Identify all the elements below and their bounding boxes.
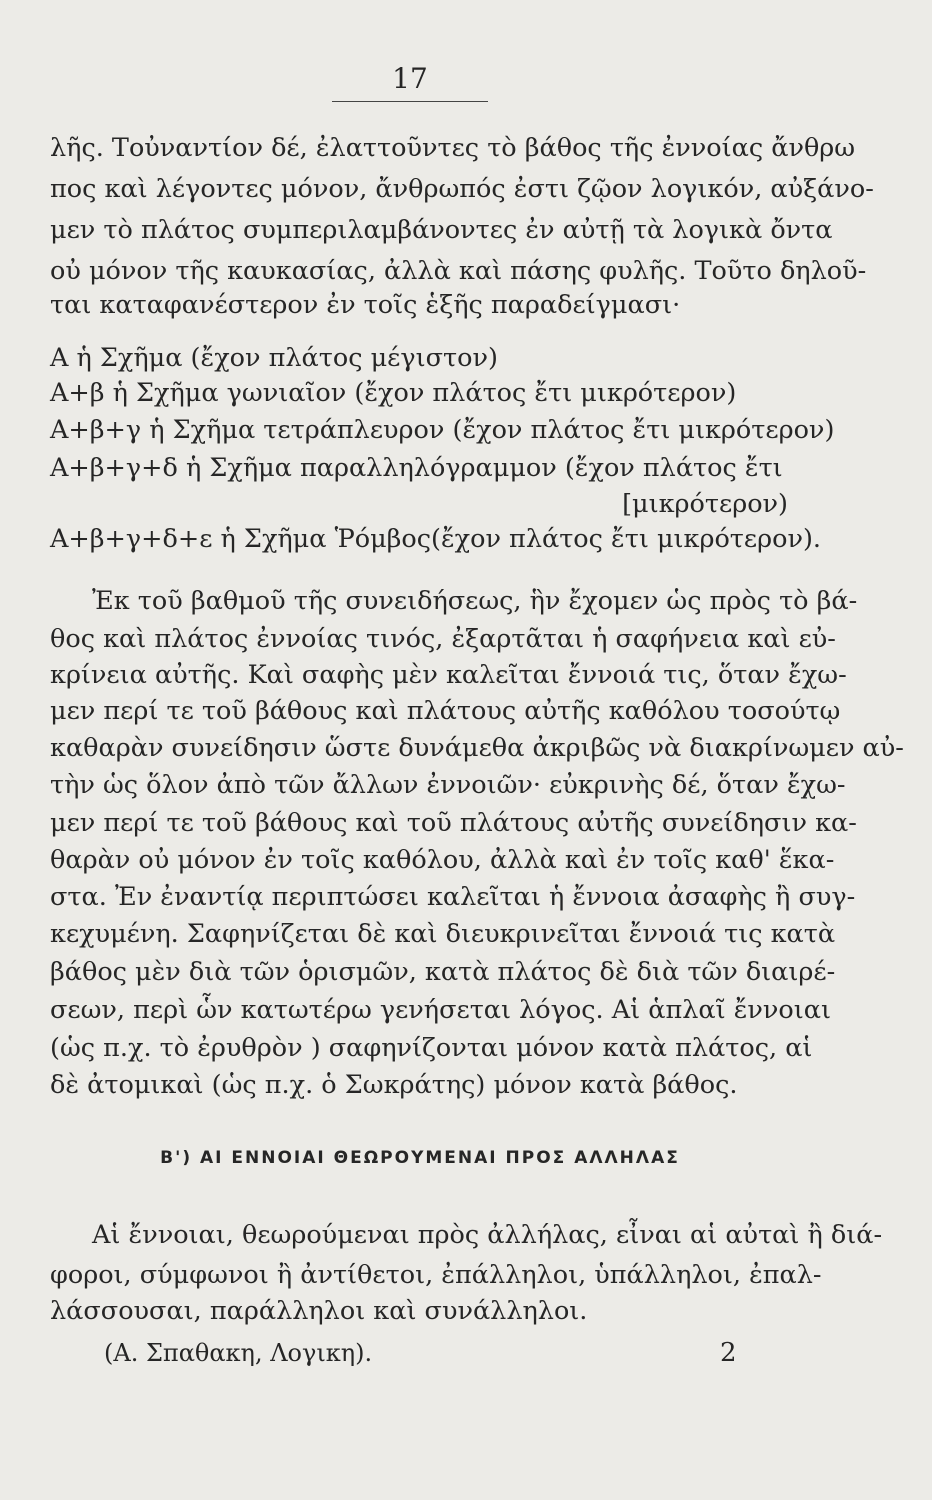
page-number: 17 [392, 62, 428, 95]
text-line: μεν περί τε τοῦ βάθους καὶ πλάτους αὐτῆς καθόλου τοσούτῳ [50, 696, 841, 726]
text-line: κρίνεια αὐτῆς. Καὶ σαφὴς μὲν καλεῖται ἔννοιά τις, ὅταν ἔχω- [50, 660, 847, 690]
text-line: φοροι, σύμφωνοι ἢ ἀντίθετοι, ἐπάλληλοι, ὑπάλληλοι, ἐπαλ- [50, 1260, 822, 1290]
header-rule [332, 101, 488, 102]
text-line: δὲ ἀτομικαὶ (ὡς π.χ. ὁ Σωκράτης) μόνον κατὰ βάθος. [50, 1070, 738, 1100]
text-line: Ἐκ τοῦ βαθμοῦ τῆς συνειδήσεως, ἣν ἔχομεν ὡς πρὸς τὸ βά- [92, 586, 858, 616]
signature-mark: 2 [720, 1338, 737, 1368]
text-line: λῆς. Τοὐναντίον δέ, ἐλαττοῦντες τὸ βάθος τῆς ἐννοίας ἄνθρω [50, 133, 856, 163]
text-line: στα. Ἐν ἐναντίᾳ περιπτώσει καλεῖται ἡ ἔννοια ἀσαφὴς ἢ συγ- [50, 882, 856, 912]
text-line: βάθος μὲν διὰ τῶν ὁρισμῶν, κατὰ πλάτος δὲ διὰ τῶν διαιρέ- [50, 957, 836, 987]
text-line: μεν περί τε τοῦ βάθους καὶ τοῦ πλάτους αὐτῆς συνείδησιν κα- [50, 808, 857, 838]
text-line: θος καὶ πλάτος ἐννοίας τινός, ἐξαρτᾶται ἡ σαφήνεια καὶ εὐ- [50, 624, 836, 654]
text-line: μεν τὸ πλάτος συμπεριλαμβάνοντες ἐν αὐτῇ τὰ λογικὰ ὄντα [50, 215, 833, 245]
text-line: τὴν ὡς ὅλον ἀπὸ τῶν ἄλλων ἐννοιῶν· εὐκρινὴς δέ, ὅταν ἔχω- [50, 770, 846, 800]
list-item: Α+β+γ ἡ Σχῆμα τετράπλευρον (ἔχον πλάτος ἔτι μικρότερον) [50, 415, 835, 445]
text-line: πος καὶ λέγοντες μόνον, ἄνθρωπός ἐστι ζῷον λογικόν, αὐξάνο- [50, 174, 874, 204]
text-line: λάσσουσαι, παράλληλοι καὶ συνάλληλοι. [50, 1296, 588, 1326]
list-item: Α+β+γ+δ+ε ἡ Σχῆμα Ῥόμβος(ἔχον πλάτος ἔτι μικρότερον). [50, 524, 822, 554]
source-line: (Α. Σπαθακη, Λογικη). [104, 1339, 373, 1367]
text-line: (ὡς π.χ. τὸ ἐρυθρὸν ) σαφηνίζονται μόνον κατὰ πλάτος, αἱ [50, 1033, 813, 1063]
list-item-continuation: [μικρότερον) [622, 489, 788, 519]
text-line: καθαρὰν συνείδησιν ὥστε δυνάμεθα ἀκριβῶς νὰ διακρίνωμεν αὐ- [50, 733, 904, 763]
text-line: θαρὰν οὐ μόνον ἐν τοῖς καθόλου, ἀλλὰ καὶ ἐν τοῖς καθ' ἕκα- [50, 845, 835, 875]
list-item: Α+β ἡ Σχῆμα γωνιαῖον (ἔχον πλάτος ἔτι μικρότερον) [50, 378, 737, 408]
list-item: Α ἡ Σχῆμα (ἔχον πλάτος μέγιστον) [50, 343, 498, 373]
list-item: Α+β+γ+δ ἡ Σχῆμα παραλληλόγραμμον (ἔχον πλάτος ἔτι [50, 453, 783, 483]
text-line: Αἱ ἔννοιαι, θεωρούμεναι πρὸς ἀλλήλας, εἶναι αἱ αὐταὶ ἢ διά- [92, 1220, 883, 1250]
text-line: σεων, περὶ ὧν κατωτέρω γενήσεται λόγος. Αἱ ἁπλαῖ ἔννοιαι [50, 995, 831, 1025]
text-line: κεχυμένη. Σαφηνίζεται δὲ καὶ διευκρινεῖται ἔννοιά τις κατὰ [50, 919, 836, 949]
text-line: ται καταφανέστερον ἐν τοῖς ἑξῆς παραδείγμασι· [50, 290, 681, 320]
text-line: οὐ μόνον τῆς καυκασίας, ἀλλὰ καὶ πάσης φυλῆς. Τοῦτο δηλοῦ- [50, 256, 867, 286]
section-heading: Β') ΑΙ ΕΝΝΟΙΑΙ ΘΕΩΡΟΥΜΕΝΑΙ ΠΡΟΣ ΑΛΛΗΛΑΣ [160, 1148, 680, 1168]
